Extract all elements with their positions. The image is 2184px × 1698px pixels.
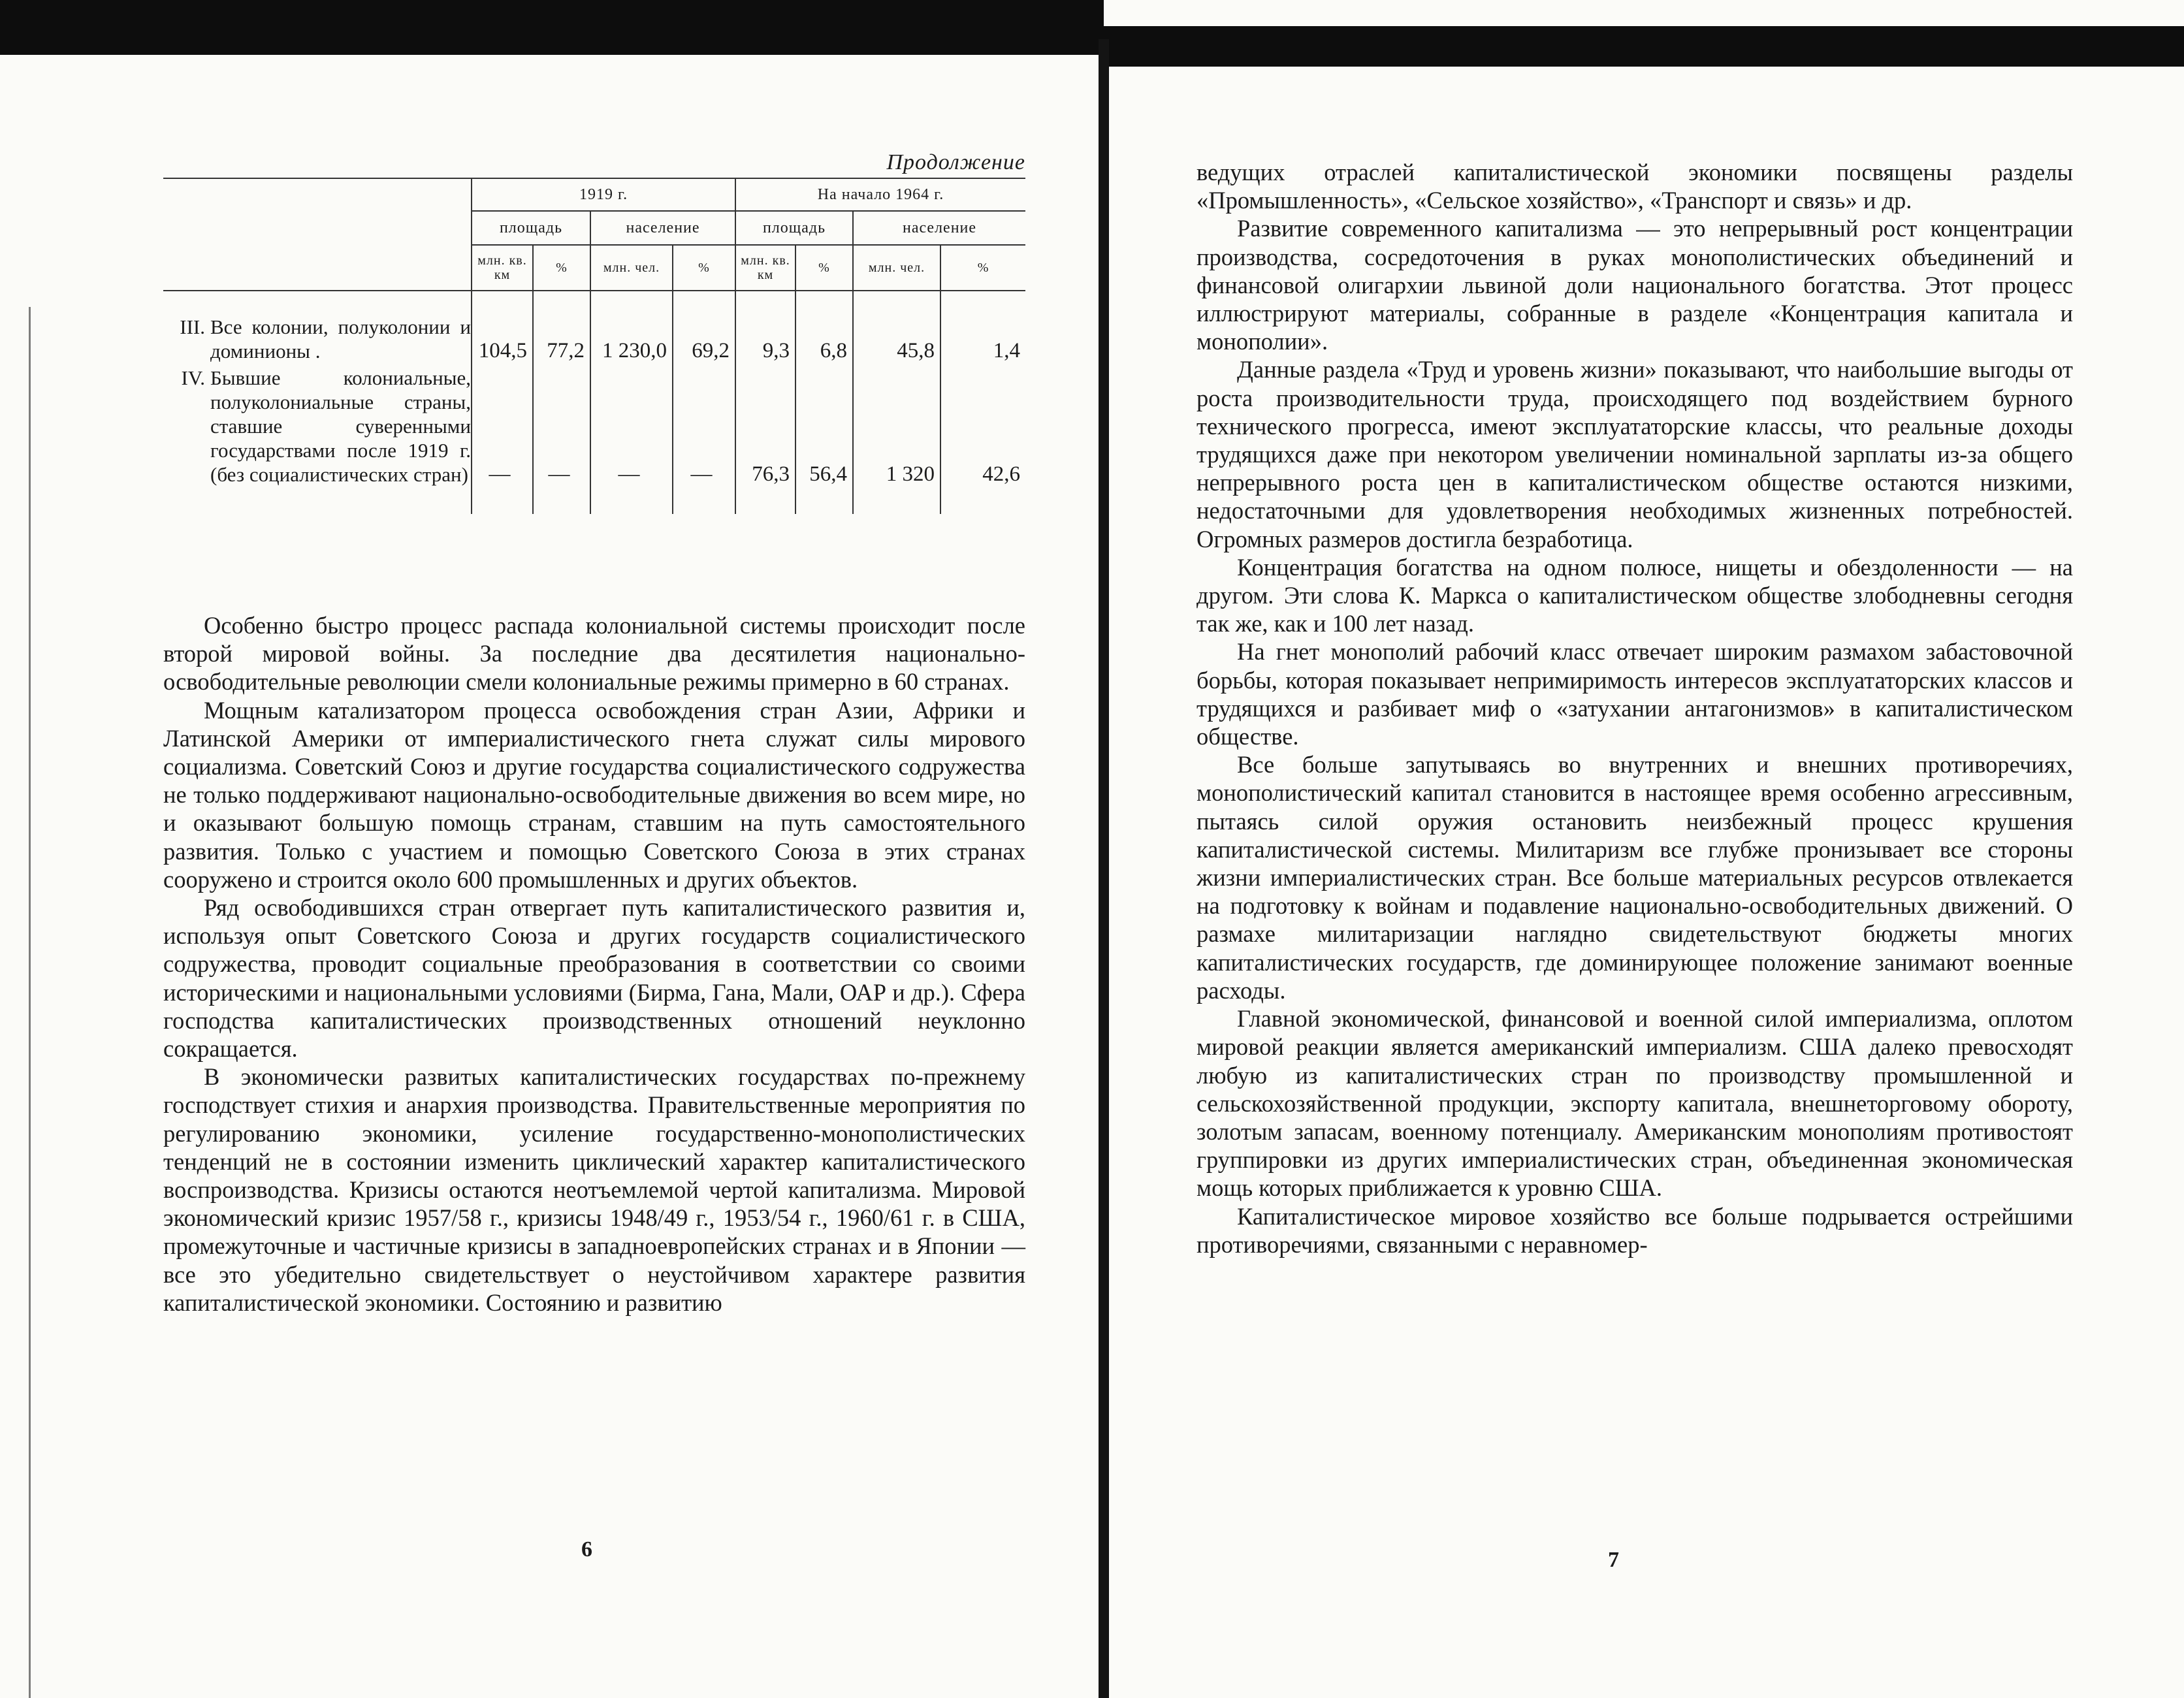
paragraph: Капиталистическое мировое хозяйство все больше подрывается острейшими противоречиями, связанными с неравномер-	[1196, 1202, 2073, 1258]
table-unit: %	[940, 245, 1025, 291]
table-subheader: население	[590, 211, 735, 245]
table-cell: 1,4	[940, 291, 1025, 363]
row-number: III.	[180, 315, 205, 338]
right-page-body	[1196, 158, 2073, 1258]
continuation-label: Продолжение	[886, 150, 1025, 174]
paragraph: Мощным катализатором процесса освобождения стран Азии, Африки и Латинской Америки от империалистического гнета служат силы мирового социализма. Советский Союз и другие государства социалистического содружества не только поддерживают национально-освободительные движения во всем мире, но и оказывают большую помощь странам, ставшим на путь самостоятельного развития. Только с участием и помощью Советского Союза в этих странах сооружено и строится около 600 промышленных и других объектов.	[163, 696, 1025, 893]
table-cell: 45,8	[853, 291, 940, 363]
book-spine	[1099, 39, 1109, 1698]
paragraph: Особенно быстро процесс распада колониальной системы происходит после второй мировой войны. За последние два десятилетия национально-освободительные революции смели колониальные режимы примерно в 60 странах.	[163, 612, 1025, 696]
left-page	[163, 0, 1025, 1698]
table-cell: —	[533, 363, 590, 514]
right-page	[1196, 0, 2073, 1698]
table-cell: 6,8	[795, 291, 853, 363]
paragraph: Все больше запутываясь во внутренних и внешних противоречиях, монополистический капитал становится в настоящее время особенно агрессивным, пытаясь силой оружия остановить неизбежный процесс крушения капиталистической системы. Милитаризм все глубже пронизывает все стороны жизни империалистических стран. Все больше материальных ресурсов отвлекается на подготовку к войнам и подавление национально-освободительных движений. О размахе милитаризации наглядно свидетельствуют бюджеты многих капиталистических государств, где доминирующее положение занимают военные расходы.	[1196, 751, 2073, 1004]
table-subheader: площадь	[472, 211, 590, 245]
table-row	[163, 363, 1025, 514]
table-stub-header	[163, 178, 472, 291]
row-label-cell	[163, 291, 472, 363]
paragraph: На гнет монополий рабочий класс отвечает широким размахом забастовочной борьбы, которая показывает непримиримость интересов эксплуататорских классов и трудящихся и разбивает миф о «затухании антагонизмов» в капиталистическом обществе.	[1196, 638, 2073, 750]
table-cell: 77,2	[533, 291, 590, 363]
colonial-statistics-table	[163, 178, 1025, 514]
left-page-body	[163, 611, 1025, 1317]
table-row	[163, 291, 1025, 363]
table-unit: млн. чел.	[590, 245, 673, 291]
table-unit: млн. чел.	[853, 245, 940, 291]
table-unit: %	[673, 245, 735, 291]
table-subheader: площадь	[735, 211, 853, 245]
table-year-header: 1919 г.	[472, 178, 735, 211]
table-cell: —	[590, 363, 673, 514]
table-cell: 76,3	[735, 363, 795, 514]
row-number: IV.	[181, 366, 205, 389]
paragraph: Ряд освободившихся стран отвергает путь капиталистического развития и, используя опыт Советского Союза и других государств социалистического содружества, проводит социальные преобразования в соответствии со своими историческими и национальными условиями (Бирма, Гана, Мали, ОАР и др.). Сфера господства капиталистических производственных отношений неуклонно сокращается.	[163, 894, 1025, 1063]
paragraph: В экономически развитых капиталистических государствах по-прежнему господствует стихия и анархия производства. Правительственные мероприятия по регулированию экономики, усиление государственно-монополистических тенденций не в состоянии изменить циклический характер капиталистического воспроизводства. Кризисы остаются неотъемлемой чертой капитализма. Мировой экономический кризис 1957/58 г., кризисы 1948/49 г., 1953/54 г., 1960/61 г. в США, промежуточные и частичные кризисы в западноевропейских странах и в Японии — все это убедительно свидетельствует о неустойчивом характере развития капиталистической экономики. Состоянию и развитию	[163, 1063, 1025, 1316]
table-year-header: На начало 1964 г.	[735, 178, 1025, 211]
paragraph: ведущих отраслей капиталистической экономики посвящены разделы «Промышленность», «Сельское хозяйство», «Транспорт и связь» и др.	[1196, 159, 2073, 214]
table-cell: 69,2	[673, 291, 735, 363]
page-number: 7	[1608, 1548, 1619, 1572]
table-unit: млн. кв. км	[472, 245, 533, 291]
paragraph: Концентрация богатства на одном полюсе, нищеты и обездоленности — на другом. Эти слова К. Маркса о капиталистическом обществе злободневны сегодня так же, как и 100 лет назад.	[1196, 553, 2073, 637]
page-number: 6	[581, 1537, 592, 1562]
row-label: Все колонии, полуколонии и доминионы .	[210, 315, 471, 362]
table-cell: 1 320	[853, 363, 940, 514]
table-cell: —	[472, 363, 533, 514]
table-subheader: население	[853, 211, 1025, 245]
table-unit: %	[533, 245, 590, 291]
row-label-cell	[163, 363, 472, 514]
table-cell: 9,3	[735, 291, 795, 363]
table-cell: —	[673, 363, 735, 514]
scan-left-edge	[29, 307, 31, 1698]
paragraph: Данные раздела «Труд и уровень жизни» показывают, что наибольшие выгоды от роста производительности труда, происходящего под воздействием бурного технического прогресса, имеют эксплуататорские классы, что реальные доходы трудящихся даже при некотором увеличении номинальной зарплаты из-за общего непрерывного роста цен в капиталистическом обществе остаются низкими, недостаточными для удовлетворения необходимых жизненных потребностей. Огромных размеров достигла безработица.	[1196, 356, 2073, 553]
row-label: Бывшие колониальные, полуколониальные страны, ставшие суверенными государствами после 1919 г. (без социалистических стран)	[210, 366, 471, 486]
paragraph: Развитие современного капитализма — это непрерывный рост концентрации производства, сосредоточения в руках монополистических объединений и финансовой олигархии львиной доли национального богатства. Этот процесс иллюстрируют материалы, собранные в разделе «Концентрация капитала и монополии».	[1196, 215, 2073, 355]
table-cell: 104,5	[472, 291, 533, 363]
table-cell: 42,6	[940, 363, 1025, 514]
table-unit: %	[795, 245, 853, 291]
table-unit: млн. кв. км	[735, 245, 795, 291]
paragraph: Главной экономической, финансовой и военной силой империализма, оплотом мировой реакции является американский империализм. США далеко превосходят любую из капиталистических стран по производству промышленной и сельскохозяйственной продукции, экспорту капитала, внешнеторговому обороту, золотым запасам, военному потенциалу. Американским монополиям противостоят группировки из других империалистических стран, объединенная экономическая мощь которых приближается к уровню США.	[1196, 1005, 2073, 1202]
table-cell: 56,4	[795, 363, 853, 514]
table-cell: 1 230,0	[590, 291, 673, 363]
